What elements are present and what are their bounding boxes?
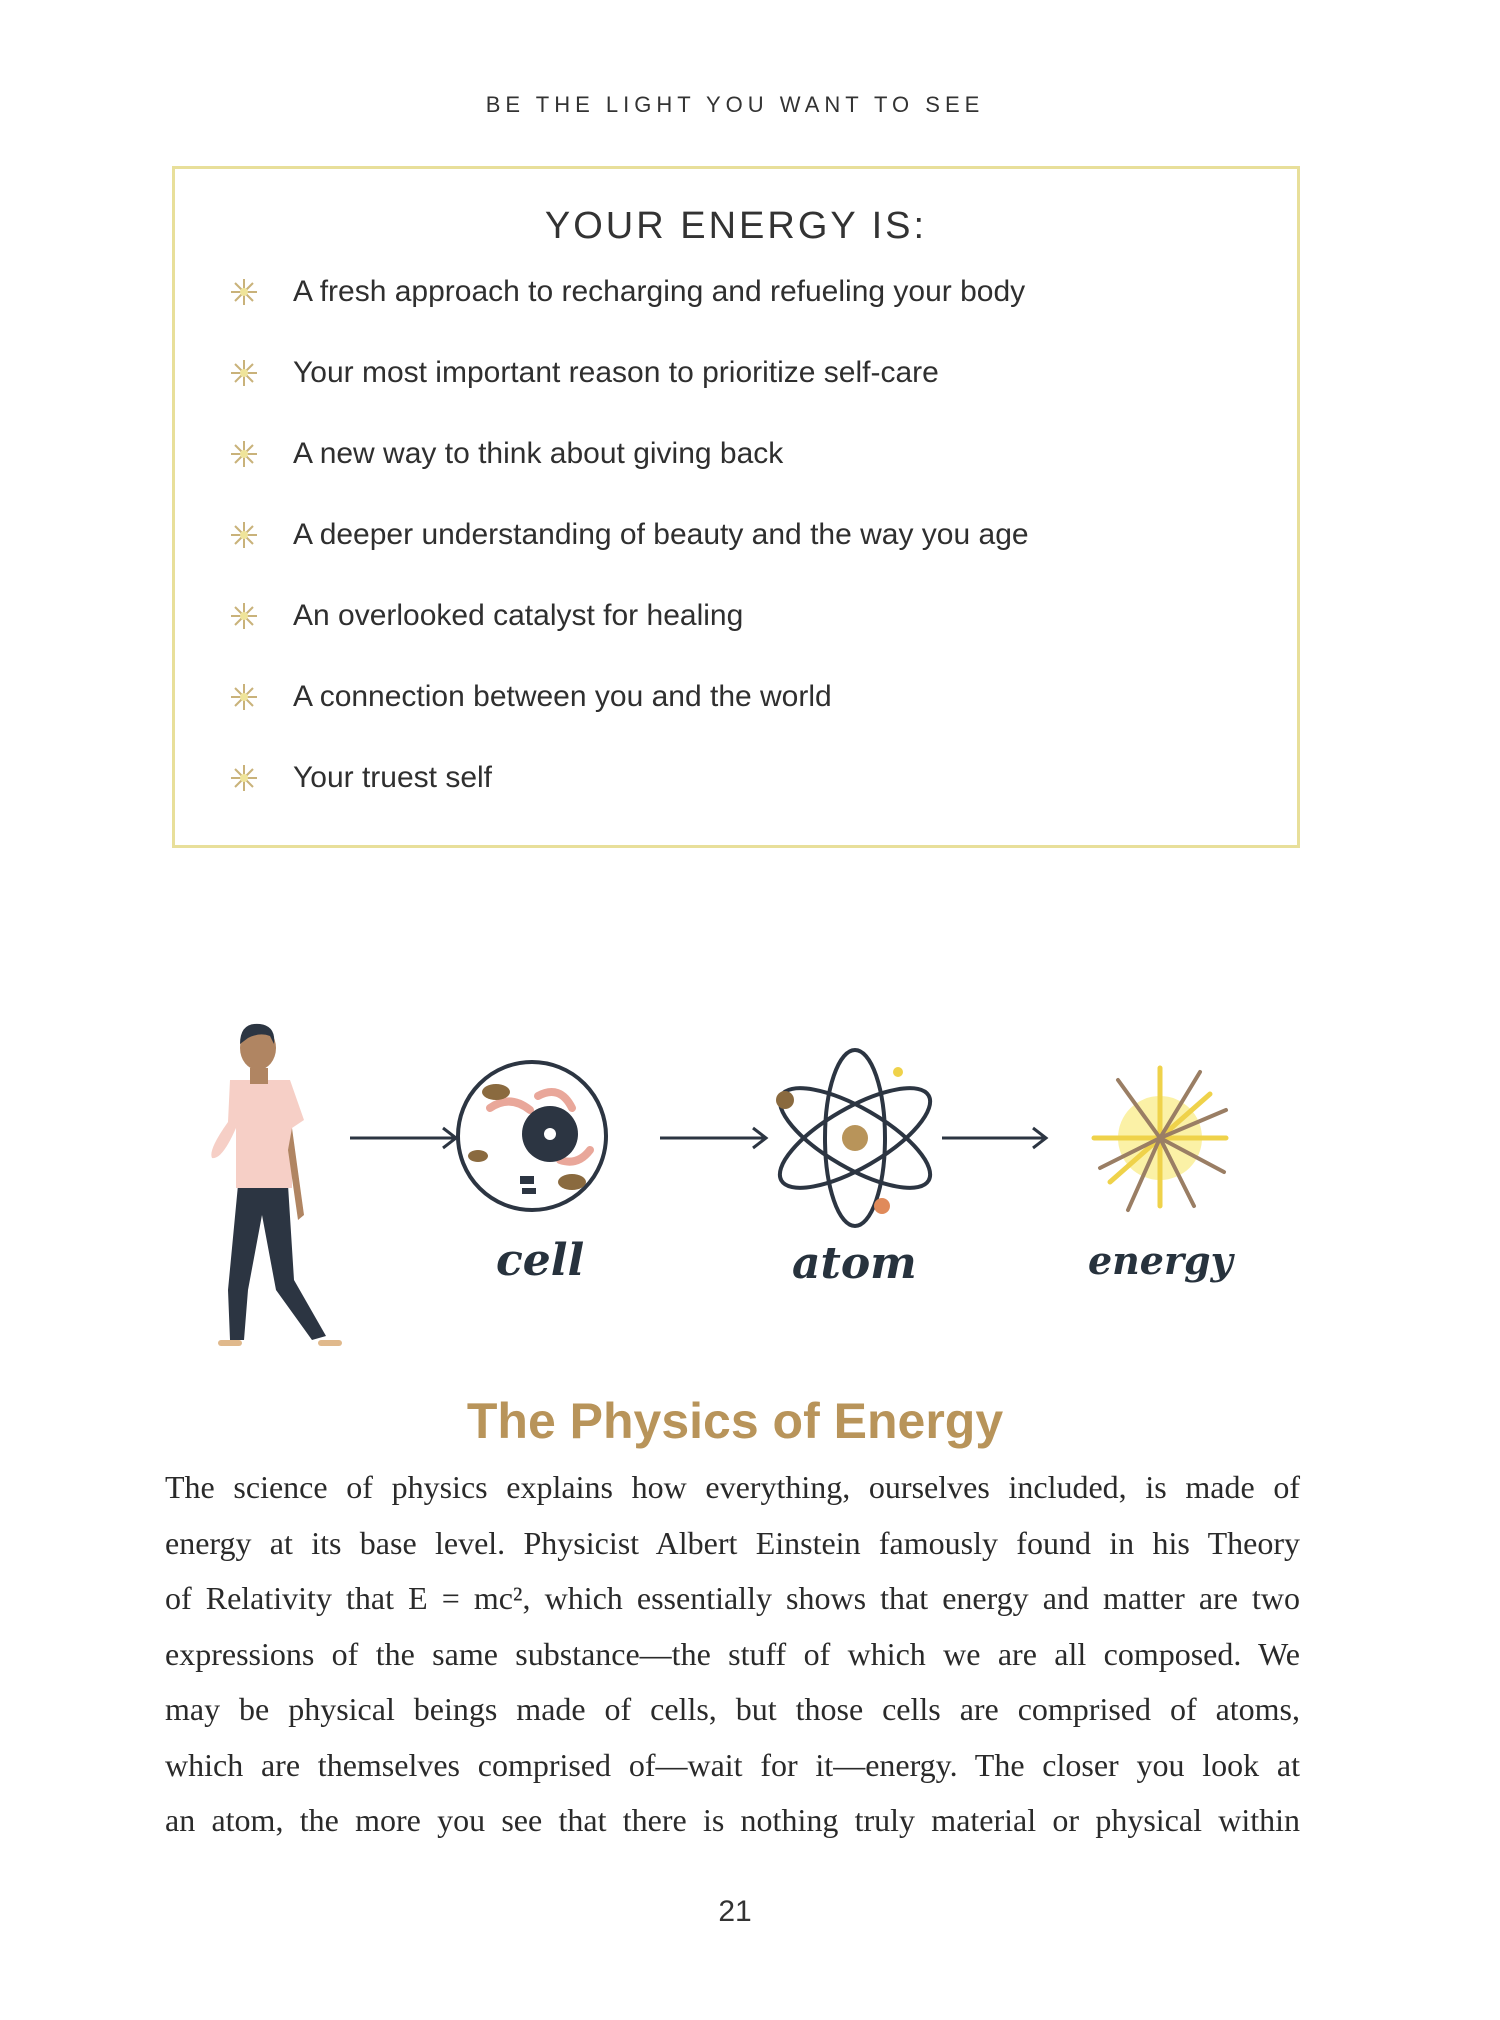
starburst-icon: [229, 358, 259, 388]
page-number: 21: [718, 1895, 752, 1928]
body-line: may be physical beings made of cells, but those cells are comprised of atoms,: [165, 1691, 1300, 1727]
arrow-1: [350, 1128, 456, 1148]
cell-label: cell: [496, 1235, 585, 1286]
atom-nucleus: [842, 1125, 868, 1151]
list-item: [229, 518, 1029, 599]
electron-2: [874, 1198, 890, 1214]
arrow-2: [660, 1128, 766, 1148]
list-item-text: A connection between you and the world: [293, 680, 832, 713]
body-paragraph: [165, 1460, 1300, 1849]
energy-burst-illustration: [1094, 1068, 1226, 1210]
list-item: [229, 437, 1029, 518]
energy-list: [229, 275, 1029, 842]
starburst-icon: [229, 520, 259, 550]
list-item-text: A deeper understanding of beauty and the way you age: [293, 518, 1029, 551]
body-line: The science of physics explains how everything, ourselves included, is made of: [165, 1469, 1300, 1505]
list-item-text: An overlooked catalyst for healing: [293, 599, 744, 632]
electron-1: [776, 1091, 794, 1109]
section-heading: The Physics of Energy: [466, 1393, 1004, 1449]
arrow-3: [942, 1128, 1046, 1148]
starburst-icon: [229, 601, 259, 631]
list-item: [229, 680, 1029, 761]
cell-illustration: [458, 1062, 606, 1210]
body-line: an atom, the more you see that there is nothing truly material or physical within: [165, 1802, 1300, 1838]
list-item: [229, 599, 1029, 680]
running-head: BE THE LIGHT YOU WANT TO SEE: [485, 92, 985, 117]
list-item: [229, 356, 1029, 437]
illustration-graphic: [200, 1010, 1260, 1370]
body-line: which are themselves comprised of—wait for it—energy. The closer you look at: [165, 1746, 1300, 1783]
box-title: YOUR ENERGY IS:: [544, 205, 928, 247]
body-line: energy at its base level. Physicist Albert Einstein famously found in his Theory: [165, 1524, 1300, 1561]
starburst-icon: [229, 763, 259, 793]
list-item-text: Your truest self: [293, 761, 492, 794]
energy-illustration: [200, 1010, 1260, 1370]
person-illustration: [211, 1024, 342, 1346]
starburst-icon: [229, 682, 259, 712]
starburst-icon: [229, 277, 259, 307]
electron-3: [893, 1067, 903, 1077]
starburst-icon: [229, 439, 259, 469]
body-line: of Relativity that E = mc², which essentially shows that energy and matter are two: [165, 1580, 1300, 1616]
energy-list-box: [172, 166, 1300, 848]
list-item: [229, 275, 1029, 356]
body-line: expressions of the same substance—the stuff of which we are all composed. We: [165, 1635, 1300, 1672]
list-item-text: A fresh approach to recharging and refueling your body: [293, 275, 1026, 308]
atom-label: atom: [792, 1238, 917, 1289]
energy-label: energy: [1088, 1238, 1233, 1283]
list-item: [229, 761, 1029, 842]
list-item-text: A new way to think about giving back: [293, 437, 784, 470]
list-item-text: Your most important reason to prioritize self-care: [293, 356, 939, 389]
